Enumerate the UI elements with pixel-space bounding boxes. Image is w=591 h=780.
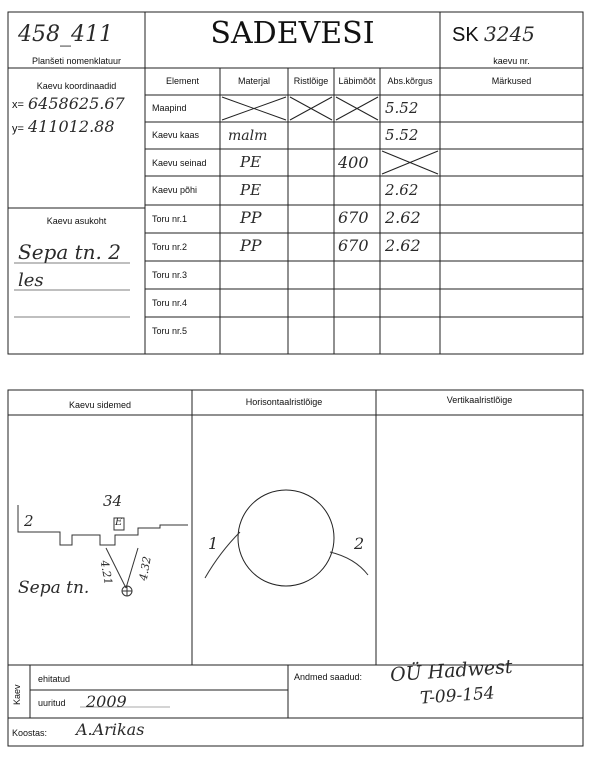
row-element: Kaevu põhi: [152, 185, 198, 195]
sk-number: 3245: [484, 22, 535, 46]
row-element: Toru nr.2: [152, 242, 188, 252]
col-header-markused: Märkused: [491, 76, 532, 86]
row-abs: 5.52: [385, 126, 419, 144]
ehitatud-label: ehitatud: [38, 674, 71, 684]
row-element: Toru nr.3: [152, 270, 188, 280]
sidemed-distance-1: 4.21: [97, 559, 115, 586]
row-abs: 2.62: [385, 181, 419, 199]
row-labimoot: 670: [338, 236, 369, 255]
sidemed-street-label: Sepa tn.: [18, 578, 90, 598]
location-heading: Kaevu asukoht: [46, 216, 107, 226]
horiz-pipe-2-label: 2: [354, 534, 365, 553]
row-abs: 2.62: [385, 236, 421, 255]
uuritud-label: uuritud: [38, 698, 66, 708]
kaev-label: Kaev: [12, 684, 22, 705]
y-prefix: y=: [12, 123, 24, 135]
row-material: PP: [240, 208, 262, 227]
location-line2: les: [18, 270, 44, 291]
andmed-value-1: OÜ Hadwest: [389, 655, 514, 687]
col-header-abs: Abs.kõrgus: [387, 76, 433, 86]
row-element: Kaevu seinad: [152, 158, 207, 168]
col-header-labimoot: Läbimõõt: [338, 76, 376, 86]
row-labimoot: 670: [338, 208, 369, 227]
diagram-heading-sidemed: Kaevu sidemed: [68, 400, 132, 410]
location-line1: Sepa tn. 2: [18, 240, 121, 264]
x-coordinate: 6458625.67: [28, 94, 125, 113]
col-header-ristloige: Ristlõige: [293, 76, 329, 86]
uuritud-value: 2009: [86, 692, 127, 711]
sidemed-house-mark: E: [115, 517, 123, 528]
koostas-value: A.Arikas: [76, 720, 145, 739]
sidemed-pipe-label: 2: [24, 512, 34, 530]
sk-prefix: SK: [452, 24, 479, 46]
andmed-value-2: T-09-154: [419, 683, 496, 709]
col-header-element: Element: [165, 76, 200, 86]
diagram-heading-horiz: Horisontaalristlõige: [245, 397, 323, 407]
diagram-heading-vert: Vertikaalristlõige: [446, 395, 513, 405]
sk-label: kaevu nr.: [493, 56, 530, 66]
row-element: Maapind: [152, 103, 187, 113]
col-header-material: Materjal: [237, 76, 270, 86]
row-element: Toru nr.5: [152, 326, 188, 336]
row-material: PE: [240, 153, 262, 171]
row-labimoot: 400: [338, 153, 369, 172]
row-element: Toru nr.1: [152, 214, 188, 224]
plan-label: Planšeti nomenklatuur: [31, 56, 122, 66]
sidemed-distance-2: 4.32: [136, 555, 154, 582]
row-abs: 5.52: [385, 99, 419, 117]
horiz-pipe-1-label: 1: [208, 534, 219, 553]
row-element: Toru nr.4: [152, 298, 188, 308]
row-element: Kaevu kaas: [152, 130, 200, 140]
koostas-label: Koostas:: [12, 728, 48, 738]
row-material: PE: [240, 181, 262, 199]
y-coordinate: 411012.88: [28, 117, 115, 136]
page-title: SADEVESI: [210, 16, 375, 51]
andmed-label: Andmed saadud:: [294, 672, 363, 682]
row-material: PP: [240, 236, 262, 255]
row-abs: 2.62: [385, 208, 421, 227]
x-prefix: x=: [12, 99, 24, 111]
plan-number: 458_411: [18, 22, 113, 47]
sidemed-house-number: 34: [103, 492, 123, 510]
coords-heading: Kaevu koordinaadid: [36, 81, 117, 91]
row-material: malm: [228, 128, 268, 144]
